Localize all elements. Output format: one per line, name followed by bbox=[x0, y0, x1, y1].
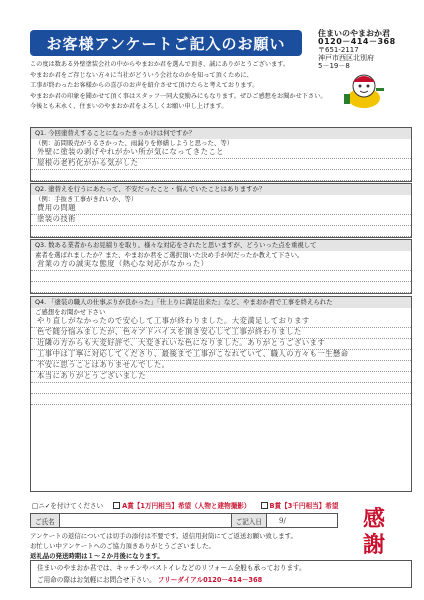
thanks-calligraphy: 感 謝 bbox=[362, 506, 385, 558]
question-heading: Q3. 数ある業者からお見積りを取り、様々な対応をされたと思いますが、どういった点を重視して bbox=[31, 240, 411, 251]
handwritten-answer: 不安に思うことはありませんでした。 bbox=[37, 360, 170, 369]
handwritten-answer: 近隣の方からも大変好評で、大変きれいな色になりました。ありがとうございます bbox=[37, 338, 326, 347]
page-title: お客様アンケートご記入のお願い bbox=[30, 30, 302, 56]
answer-lines bbox=[31, 260, 411, 293]
handwritten-answer: 屋根の老朽化がかる気がした bbox=[37, 158, 139, 167]
answer-line[interactable] bbox=[31, 226, 411, 237]
question-1 bbox=[30, 127, 412, 182]
answer-line[interactable] bbox=[31, 282, 411, 293]
company-postal: 〒651-2117 bbox=[318, 46, 359, 54]
footer-phone: フリーダイアル0120－414－368 bbox=[157, 576, 263, 584]
handwritten-answer: 営業の方の誠実な態度（熱心な対応がなかった） bbox=[37, 259, 209, 268]
date-label: ご記入日 bbox=[232, 514, 267, 527]
answer-line[interactable] bbox=[31, 215, 411, 226]
answer-line[interactable] bbox=[31, 372, 411, 383]
name-label: ご氏名 bbox=[31, 514, 60, 527]
answer-lines bbox=[31, 148, 411, 181]
question-3 bbox=[30, 239, 412, 294]
handwritten-answer: 費用の問題 bbox=[37, 203, 76, 212]
company-phone: 0120－414－368 bbox=[318, 37, 396, 46]
name-field[interactable] bbox=[60, 514, 232, 527]
name-date-row bbox=[30, 513, 338, 528]
footer-line-1: 住まいのやまおか君では、キッチンやバストイレなどのリフォーム全般も承っております。 bbox=[37, 564, 306, 572]
handwritten-answer: 本当にありがとうございました bbox=[37, 371, 147, 380]
intro-text: この度は数ある外壁塗装会社の中からやまおか君を選んで頂き、誠にありがとうございます。 やまおか君をご存じない方々に当社がどういう会社なのかを知って頂くために、 工事が終わったお客様からの喜びのお声を紹介させて頂けたらと考えております。 やまおか君の印象を聞かせて頂く事はスタッフ一同大変励みにもなります。ぜひご感想をお聞かせ下さい。 今後とも末永く、住まいのやまおか君をよろしくお願い申し上げます。 bbox=[30, 61, 327, 110]
prize-a-label: A賞【1万円相当】希望（人物と建物撮影） bbox=[122, 502, 251, 510]
check-instruction: □ニ✓を付けてください bbox=[32, 502, 104, 510]
answer-lines bbox=[31, 317, 411, 405]
handwritten-answer: 塗装の技術 bbox=[37, 214, 76, 223]
answer-line[interactable] bbox=[31, 170, 411, 181]
answer-line[interactable] bbox=[31, 260, 411, 271]
question-hint: （例：訪問販売がうるさかった、雨漏りを修繕しようと思った、等） bbox=[35, 139, 234, 147]
question-hint: 素者を選ばれましたか？また、やまおか君をご選択頂いた決め手が何だったか教えて下さい。 bbox=[35, 251, 304, 259]
date-field[interactable]: 9/ bbox=[279, 516, 286, 525]
prize-b-option[interactable] bbox=[261, 500, 339, 510]
checkbox-icon[interactable] bbox=[113, 502, 120, 509]
answer-line[interactable] bbox=[31, 383, 411, 394]
answer-line[interactable] bbox=[31, 159, 411, 170]
company-name: 住まいのやまおか君 bbox=[318, 29, 390, 38]
footer-line-2: ご用命の際はお気軽にお問合せ下さい。 bbox=[37, 576, 156, 584]
question-heading: Q2. 塗替えを行うにあたって、不安だったこと・悩んでいたことはありますか？ bbox=[31, 184, 411, 195]
checkbox-icon[interactable] bbox=[261, 502, 268, 509]
question-heading: Q1. 今回塗替えすることになったきっかけは何ですか？ bbox=[31, 128, 411, 139]
answer-line[interactable] bbox=[31, 394, 411, 405]
handwritten-answer: 色で随分悩みましたが、色々アドバイスを頂き安心して工事が終わりました bbox=[37, 327, 302, 336]
answer-line[interactable] bbox=[31, 204, 411, 215]
answer-lines bbox=[31, 204, 411, 237]
question-heading: Q4. 「塗装の職人の仕事ぶりが良かった」「仕上りに満足出来た」など、やまおか君で工事を終えられた bbox=[31, 297, 411, 308]
company-address-2: 5－19－8 bbox=[318, 62, 350, 70]
company-address-1: 神戸市西区北別府 bbox=[318, 54, 374, 62]
question-hint: （例：手抜き工事がきれいか、等） bbox=[35, 195, 138, 203]
prize-b-label: B賞【3千円相当】希望 bbox=[269, 502, 339, 510]
prize-a-option[interactable] bbox=[113, 500, 250, 510]
question-4 bbox=[30, 296, 412, 492]
handwritten-answer: 外壁に塗装の剥げやれがかい所が気になってきたこと bbox=[37, 147, 224, 156]
answer-line[interactable] bbox=[31, 271, 411, 282]
return-notes: アンケートの返信については切手の添付は不要です。返信用封筒にてご返送お願い致します。 お忙しい中アンケートへのご協力頂きありがとうございました。 返礼品の発送時期は１～２か月後になります。 bbox=[30, 532, 297, 560]
mascot-icon bbox=[340, 68, 388, 110]
handwritten-answer: やり直しがなかったので安心して工事が終わりました。大変満足しております bbox=[37, 316, 310, 325]
question-2 bbox=[30, 183, 412, 238]
question-hint: ご感想をお聞かせ下さい bbox=[35, 308, 106, 316]
handwritten-answer: 工事中は丁寧に対応してくださり、最後まで工事がこなれていて、職人の方々も一生懸命 bbox=[37, 349, 349, 358]
footer-info bbox=[30, 560, 412, 588]
